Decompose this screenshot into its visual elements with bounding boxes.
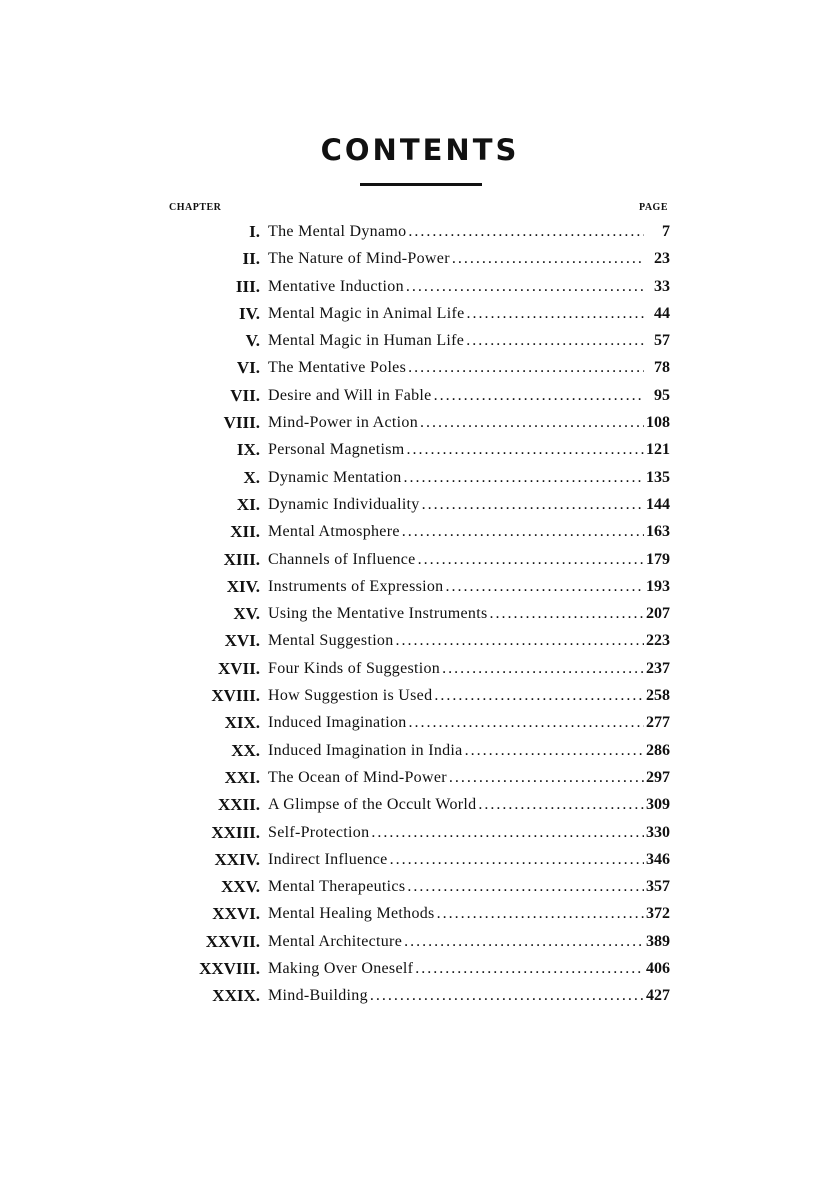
toc-entry[interactable]	[160, 655, 670, 682]
dot-leader	[445, 573, 644, 600]
dot-leader	[434, 682, 644, 709]
page-number: 23	[654, 250, 670, 268]
chapter-title: The Mental Dynamo	[268, 223, 407, 240]
page-number: 309	[646, 796, 670, 814]
chapter-number: V.	[245, 331, 260, 351]
page-number: 389	[646, 932, 670, 950]
chapter-title: The Nature of Mind-Power	[268, 250, 450, 268]
chapter-number: XVI.	[224, 631, 260, 651]
chapter-number: XVII.	[217, 658, 260, 678]
toc-entry-line	[268, 873, 670, 900]
title-rule	[360, 183, 482, 186]
toc-entry-line	[268, 709, 670, 736]
chapter-number: XIV.	[226, 576, 260, 596]
chapter-number: VII.	[230, 385, 260, 405]
toc-entry-line	[268, 546, 670, 573]
chapter-number: IX.	[236, 440, 260, 460]
chapter-title: Mental Therapeutics	[268, 878, 406, 896]
toc-entry[interactable]	[160, 546, 670, 573]
chapter-title: A Glimpse of the Occult World	[268, 796, 477, 814]
toc-entry-line	[268, 791, 670, 818]
toc-entry[interactable]	[160, 436, 670, 463]
toc-entry[interactable]	[160, 955, 670, 982]
dot-leader	[402, 518, 644, 545]
page-number: 163	[646, 523, 670, 541]
page-number: 297	[646, 768, 670, 786]
chapter-number: XXVIII.	[199, 959, 260, 979]
page-number: 144	[646, 495, 670, 513]
page-number: 357	[646, 878, 670, 896]
chapter-title: Mental Atmosphere	[268, 523, 400, 541]
toc-entry-line	[268, 300, 670, 327]
chapter-column-label: CHAPTER	[169, 202, 222, 213]
toc-entry[interactable]	[160, 491, 670, 518]
toc-entry[interactable]	[160, 409, 670, 436]
toc-entry-line	[268, 819, 670, 846]
chapter-title: Dynamic Mentation	[268, 468, 402, 486]
toc-entry[interactable]	[160, 300, 670, 327]
dot-leader	[418, 546, 644, 573]
page-number: 33	[654, 277, 670, 295]
dot-leader	[407, 873, 644, 900]
toc-entry-line	[268, 382, 670, 409]
toc-entry[interactable]	[160, 982, 670, 1009]
chapter-title: Instruments of Expression	[268, 577, 444, 595]
toc-entry-line	[268, 846, 670, 873]
toc-entry[interactable]	[160, 764, 670, 791]
dot-leader	[396, 627, 644, 654]
chapter-number: X.	[243, 467, 260, 487]
page-number: 258	[646, 687, 670, 705]
chapter-number: IV.	[239, 303, 260, 323]
toc-entry[interactable]	[160, 245, 670, 272]
chapter-number: XII.	[230, 522, 260, 542]
dot-leader	[371, 819, 644, 846]
page-number: 193	[646, 577, 670, 595]
toc-entry-line	[268, 245, 670, 272]
dot-leader	[415, 955, 644, 982]
toc-entry-line	[268, 573, 670, 600]
dot-leader	[449, 764, 644, 791]
chapter-title: Self-Protection	[268, 823, 370, 841]
toc-entry[interactable]	[160, 682, 670, 709]
chapter-title: Induced Imagination in India	[268, 741, 463, 759]
toc-entry[interactable]	[160, 791, 670, 818]
dot-leader	[465, 737, 644, 764]
toc-entry-line	[268, 327, 670, 354]
page-number: 179	[646, 550, 670, 568]
toc-entry-line	[268, 436, 670, 463]
chapter-number: XXIII.	[211, 822, 260, 842]
toc-entry-line	[268, 218, 670, 245]
page-number: 346	[646, 850, 670, 868]
chapter-title: Induced Imagination	[268, 714, 407, 732]
page-number: 330	[646, 823, 670, 841]
chapter-number: VI.	[236, 358, 260, 378]
chapter-number: XV.	[233, 604, 260, 624]
page-number: 78	[654, 359, 670, 377]
chapter-title: Mental Magic in Human Life	[268, 332, 465, 350]
toc-entry[interactable]	[160, 873, 670, 900]
toc-entry-line	[268, 518, 670, 545]
dot-leader	[452, 245, 644, 272]
chapter-title: Making Over Oneself	[268, 960, 414, 978]
chapter-title: Personal Magnetism	[268, 441, 405, 459]
toc-entry-line	[268, 627, 670, 654]
toc-entry-line	[268, 928, 670, 955]
dot-leader	[370, 982, 644, 1009]
dot-leader	[437, 900, 644, 927]
page-number: 286	[646, 741, 670, 759]
chapter-number: II.	[242, 249, 260, 269]
page-number: 108	[646, 414, 670, 432]
dot-leader	[467, 300, 645, 327]
page-number: 135	[646, 468, 670, 486]
toc-entry[interactable]	[160, 600, 670, 627]
table-of-contents	[160, 218, 670, 1010]
toc-entry[interactable]	[160, 382, 670, 409]
page-column-label: PAGE	[638, 202, 668, 213]
page-number: 121	[646, 441, 670, 459]
chapter-title: Mind-Building	[268, 987, 368, 1005]
dot-leader	[404, 928, 644, 955]
toc-entry-line	[268, 464, 670, 491]
toc-entry[interactable]	[160, 273, 670, 300]
chapter-number: XXIX.	[212, 986, 260, 1006]
toc-entry-line	[268, 955, 670, 982]
dot-leader	[420, 409, 644, 436]
page-number: 427	[646, 987, 670, 1005]
chapter-number: III.	[235, 276, 260, 296]
toc-entry[interactable]	[160, 573, 670, 600]
toc-entry[interactable]	[160, 709, 670, 736]
toc-entry-line	[268, 900, 670, 927]
toc-entry-line	[268, 409, 670, 436]
toc-entry[interactable]	[160, 464, 670, 491]
chapter-number: XVIII.	[211, 686, 260, 706]
chapter-number: XI.	[236, 494, 260, 514]
page-number: 277	[646, 714, 670, 732]
chapter-number: XXV.	[221, 877, 260, 897]
dot-leader	[390, 846, 644, 873]
dot-leader	[466, 327, 644, 354]
dot-leader	[407, 436, 645, 463]
dot-leader	[490, 600, 645, 627]
dot-leader	[442, 655, 644, 682]
dot-leader	[404, 464, 644, 491]
toc-entry-line	[268, 737, 670, 764]
page-number: 7	[662, 223, 670, 240]
chapter-number: XX.	[231, 740, 260, 760]
chapter-number: XXII.	[217, 795, 260, 815]
chapter-title: Channels of Influence	[268, 550, 416, 568]
toc-entry[interactable]	[160, 218, 670, 245]
page-number: 406	[646, 960, 670, 978]
chapter-title: Desire and Will in Fable	[268, 386, 432, 404]
page-number: 57	[654, 332, 670, 350]
toc-entry[interactable]	[160, 627, 670, 654]
chapter-number: XXI.	[224, 767, 260, 787]
chapter-title: Mental Healing Methods	[268, 905, 435, 923]
page-number: 44	[654, 304, 670, 322]
page-number: 223	[646, 632, 670, 650]
chapter-number: I.	[249, 222, 260, 241]
toc-entry[interactable]	[160, 737, 670, 764]
dot-leader	[422, 491, 644, 518]
toc-entry[interactable]	[160, 928, 670, 955]
chapter-title: How Suggestion is Used	[268, 687, 433, 705]
toc-entry-line	[268, 491, 670, 518]
chapter-title: Indirect Influence	[268, 850, 388, 868]
page-number: 237	[646, 659, 670, 677]
chapter-title: Mind-Power in Action	[268, 414, 418, 432]
toc-entry-line	[268, 655, 670, 682]
toc-entry-line	[268, 273, 670, 300]
chapter-number: XXIV.	[214, 849, 260, 869]
chapter-number: XXVI.	[212, 904, 260, 924]
chapter-number: VIII.	[223, 413, 260, 433]
toc-entry-line	[268, 600, 670, 627]
page-title: CONTENTS	[320, 133, 520, 167]
toc-entry-line	[268, 982, 670, 1009]
dot-leader	[434, 382, 644, 409]
chapter-title: Four Kinds of Suggestion	[268, 659, 441, 677]
chapter-number: XIII.	[223, 549, 260, 569]
chapter-number: XIX.	[224, 713, 260, 733]
toc-entry-line	[268, 764, 670, 791]
chapter-title: The Ocean of Mind-Power	[268, 768, 447, 786]
toc-entry[interactable]	[160, 900, 670, 927]
toc-entry[interactable]	[160, 846, 670, 873]
chapter-title: Mental Architecture	[268, 932, 403, 950]
chapter-title: Mental Suggestion	[268, 632, 394, 650]
dot-leader	[406, 273, 644, 300]
toc-entry-line	[268, 682, 670, 709]
toc-entry[interactable]	[160, 354, 670, 381]
chapter-title: Mental Magic in Animal Life	[268, 304, 465, 322]
page-number: 372	[646, 905, 670, 923]
chapter-title: The Mentative Poles	[268, 359, 407, 377]
toc-entry[interactable]	[160, 518, 670, 545]
toc-entry-line	[268, 354, 670, 381]
dot-leader	[408, 354, 644, 381]
dot-leader	[408, 218, 644, 245]
dot-leader	[409, 709, 644, 736]
chapter-title: Using the Mentative Instruments	[268, 605, 488, 623]
toc-entry[interactable]	[160, 327, 670, 354]
dot-leader	[478, 791, 644, 818]
chapter-title: Dynamic Individuality	[268, 495, 420, 513]
chapter-title: Mentative Induction	[268, 277, 404, 295]
toc-entry[interactable]	[160, 819, 670, 846]
page-number: 207	[646, 605, 670, 623]
page-number: 95	[654, 386, 670, 404]
chapter-number: XXVII.	[205, 931, 260, 951]
